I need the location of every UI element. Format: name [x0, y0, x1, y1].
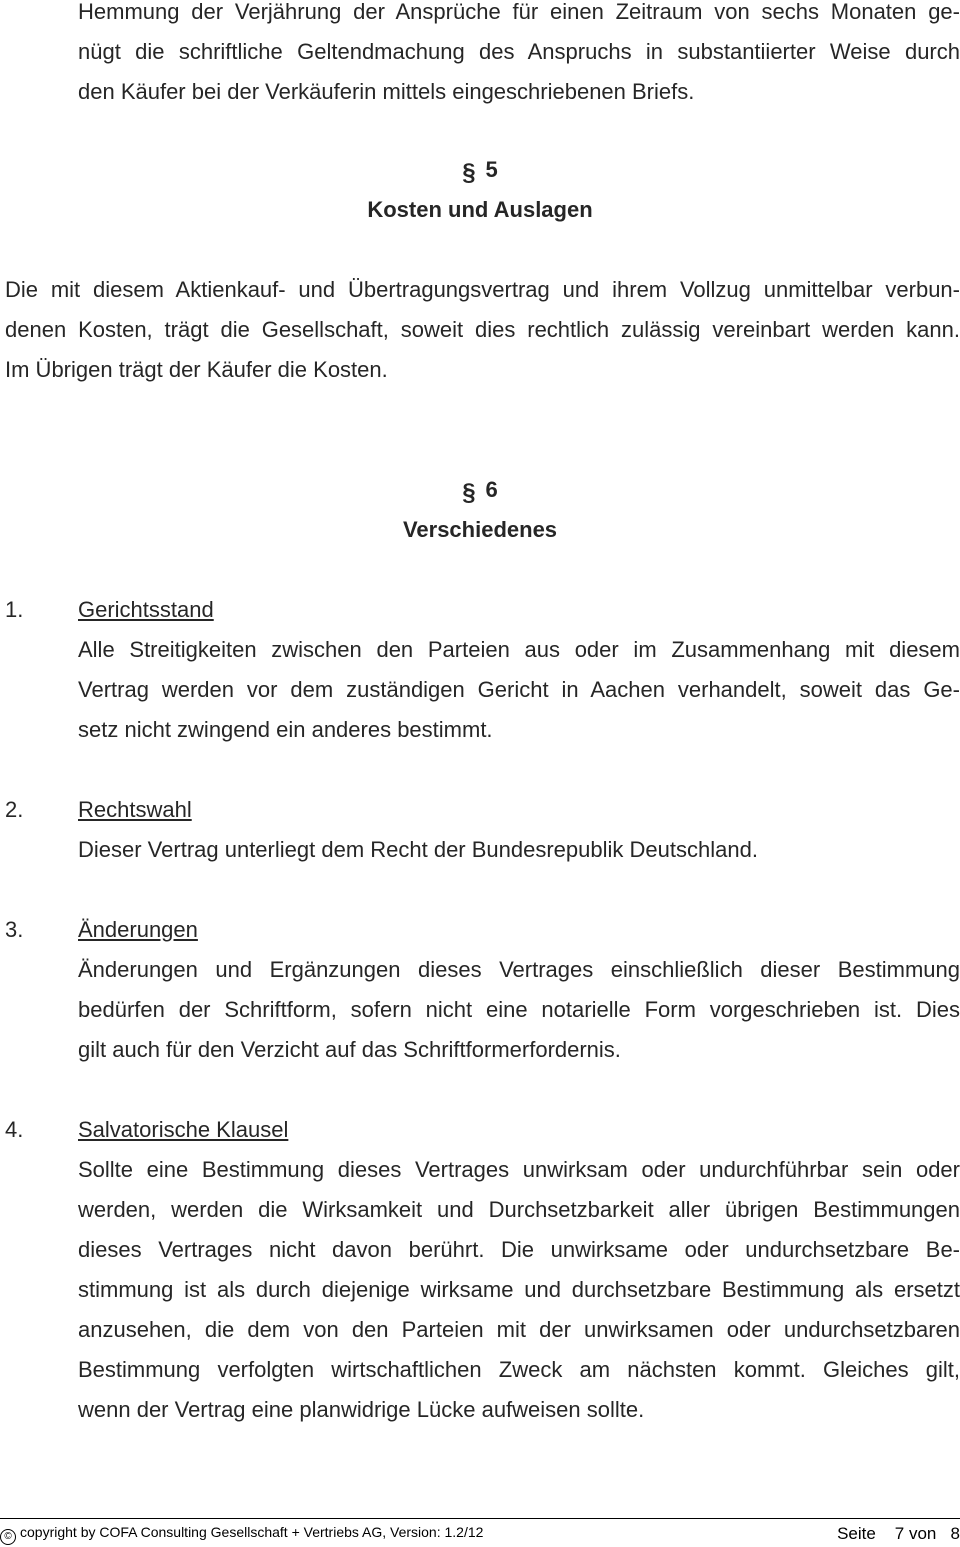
text-line: werden, werden die Wirksamkeit und Durchsetzbarkeit aller übrigen Bestimmungen: [78, 1197, 960, 1222]
text-line: den Käufer bei der Verkäuferin mittels eingeschriebenen Briefs.: [78, 79, 695, 104]
text-line: Änderungen und Ergänzungen dieses Vertrages einschließlich dieser Bestimmung: [78, 957, 960, 982]
footer-page-number: [837, 1524, 960, 1544]
page-of: von: [908, 1524, 937, 1543]
text-line: Im Übrigen trägt der Käufer die Kosten.: [5, 357, 388, 382]
item-heading: Rechtswahl: [78, 797, 192, 822]
section-5-paragraph: [5, 270, 960, 390]
item-paragraph: [78, 630, 960, 750]
text-line: Die mit diesem Aktienkauf- und Übertragungsvertrag und ihrem Vollzug unmittelbar verbun-: [5, 277, 960, 302]
text-line: Dieser Vertrag unterliegt dem Recht der Bundesrepublik Deutschland.: [78, 837, 758, 862]
text-line: wenn der Vertrag eine planwidrige Lücke aufweisen sollte.: [78, 1397, 645, 1422]
copyright-icon: ©: [0, 1529, 16, 1545]
section-5-number: [0, 150, 960, 193]
text-line: bedürfen der Schriftform, sofern nicht eine notarielle Form vorgeschrieben ist. Dies: [78, 997, 960, 1022]
copyright-text: copyright by COFA Consulting Gesellschaft + Vertriebs AG, Version: 1.2/12: [20, 1524, 484, 1540]
footer-divider: [0, 1518, 960, 1519]
item-heading: Gerichtsstand: [78, 597, 214, 622]
page-total: 8: [950, 1524, 960, 1543]
footer-copyright: [0, 1524, 483, 1545]
section-symbol: §: [462, 479, 476, 506]
item-number: 1.: [5, 597, 24, 622]
text-line: stimmung ist als durch diejenige wirksame und durchsetzbare Bestimmung als ersetzt: [78, 1277, 960, 1302]
item-paragraph: [78, 830, 960, 870]
text-line: setz nicht zwingend ein anderes bestimmt.: [78, 717, 493, 742]
item-number: 3.: [5, 917, 24, 942]
section-6-title: Verschiedenes: [402, 517, 558, 542]
item-heading: Salvatorische Klausel: [78, 1117, 289, 1142]
intro-paragraph: [78, 0, 960, 112]
text-line: gilt auch für den Verzicht auf das Schriftformerfordernis.: [78, 1037, 621, 1062]
section-number: 5: [485, 157, 498, 182]
section-number: 6: [485, 477, 498, 502]
item-heading: Änderungen: [78, 917, 198, 942]
item-paragraph: [78, 950, 960, 1070]
item-number: 2.: [5, 797, 24, 822]
section-6-number: [0, 470, 960, 513]
section-5-title: Kosten und Auslagen: [367, 197, 593, 222]
text-line: dieses Vertrages nicht davon berührt. Die unwirksame oder undurchsetzbare Be-: [78, 1237, 960, 1262]
text-line: Bestimmung verfolgten wirtschaftlichen Zweck am nächsten kommt. Gleiches gilt,: [78, 1357, 960, 1382]
text-line: Hemmung der Verjährung der Ansprüche für einen Zeitraum von sechs Monaten ge-: [78, 0, 960, 24]
item-number: 4.: [5, 1117, 24, 1142]
section-symbol: §: [462, 159, 476, 186]
text-line: nügt die schriftliche Geltendmachung des Anspruchs in substantiierter Weise durch: [78, 39, 960, 64]
text-line: denen Kosten, trägt die Gesellschaft, soweit dies rechtlich zulässig vereinbart werden kann.: [5, 317, 960, 342]
text-line: anzusehen, die dem von den Parteien mit der unwirksamen oder undurchsetzbaren: [78, 1317, 960, 1342]
page-current: 7: [894, 1524, 905, 1543]
text-line: Alle Streitigkeiten zwischen den Parteien aus oder im Zusammenhang mit diesem: [78, 637, 960, 662]
text-line: Vertrag werden vor dem zuständigen Gericht in Aachen verhandelt, soweit das Ge-: [78, 677, 960, 702]
item-paragraph: [78, 1150, 960, 1430]
text-line: Sollte eine Bestimmung dieses Vertrages unwirksam oder undurchführbar sein oder: [78, 1157, 960, 1182]
page-label: Seite: [837, 1524, 876, 1543]
